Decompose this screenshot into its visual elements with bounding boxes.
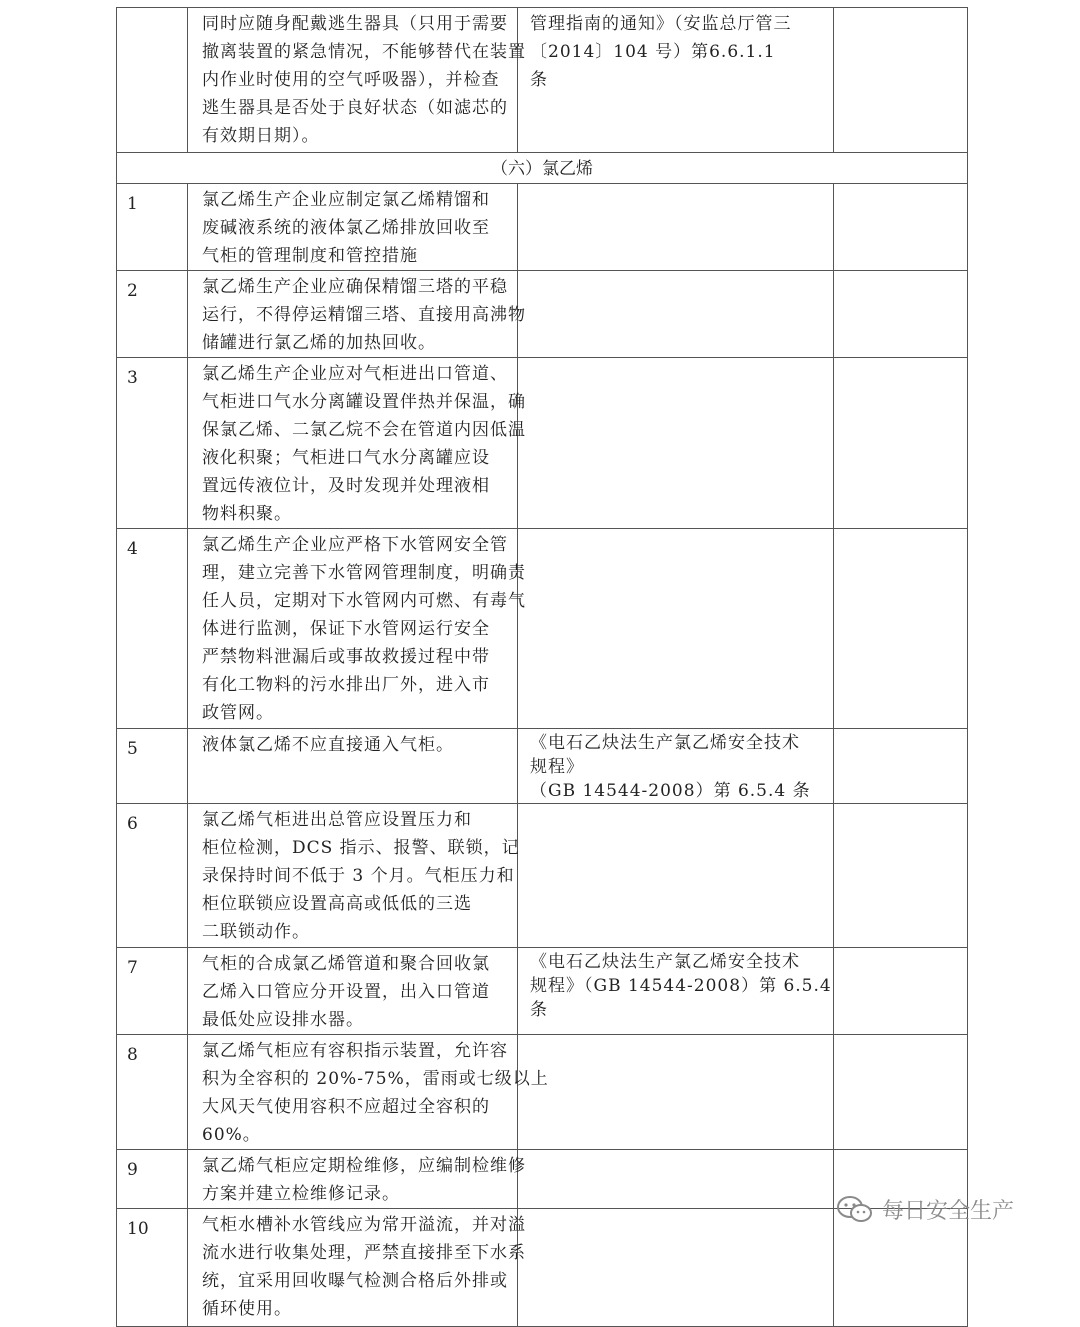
item-line: 流水进行收集处理，严禁直接排至下水系 xyxy=(202,1243,526,1263)
basis-line: 《电石乙炔法生产氯乙烯安全技术 xyxy=(530,733,800,753)
remark-cell xyxy=(834,358,968,529)
remark-cell xyxy=(834,948,968,1035)
item-line: 气柜的合成氯乙烯管道和聚合回收氯 xyxy=(202,954,490,974)
item-line: 氯乙烯生产企业应对气柜进出口管道、 xyxy=(202,364,508,384)
item-line: 60%。 xyxy=(202,1125,261,1145)
item-line: 柜位联锁应设置高高或低低的三选 xyxy=(202,894,472,914)
item-line: 最低处应设排水器。 xyxy=(202,1010,364,1030)
basis-cell xyxy=(518,1209,834,1327)
row-number: 9 xyxy=(117,1150,188,1209)
num-cell xyxy=(117,8,188,153)
basis-cell xyxy=(518,529,834,729)
row-number: 5 xyxy=(117,729,188,804)
section-title: （六）氯乙烯 xyxy=(117,153,968,184)
row-number: 10 xyxy=(117,1209,188,1327)
table-row xyxy=(117,529,968,729)
item-line: 体进行监测，保证下水管网运行安全 xyxy=(202,619,490,639)
item-line: 氯乙烯生产企业应确保精馏三塔的平稳 xyxy=(202,277,508,297)
item-line: 液化积聚；气柜进口气水分离罐应设 xyxy=(202,448,490,468)
remark-cell xyxy=(834,1209,968,1327)
remark-cell xyxy=(834,804,968,948)
basis-line: （GB 14544-2008）第 6.5.4 条 xyxy=(530,781,811,801)
item-line: 统，宜采用回收曝气检测合格后外排或 xyxy=(202,1271,508,1291)
item-cell: 同时应随身配戴逃生器具（只用于需要 撤离装置的紧急情况，不能够替代在装置 内作业时使用的空气呼吸器），并检查 逃生器具是否处于良好状态（如滤芯的 有效期日期）。 xyxy=(188,8,518,153)
item-line: 积为全容积的 20%-75%，雷雨或七级以上 xyxy=(202,1069,549,1089)
row-number: 6 xyxy=(117,804,188,948)
table-row xyxy=(117,948,968,1035)
table-row xyxy=(117,8,968,153)
item-line: 大风天气使用容积不应超过全容积的 xyxy=(202,1097,490,1117)
basis-cell xyxy=(518,729,834,804)
basis-cell xyxy=(518,948,834,1035)
row-number: 2 xyxy=(117,271,188,358)
basis-cell xyxy=(518,1035,834,1150)
item-line: 废碱液系统的液体氯乙烯排放回收至 xyxy=(202,218,490,238)
row-number: 3 xyxy=(117,358,188,529)
item-cell xyxy=(188,1209,526,1327)
item-line: 运行，不得停运精馏三塔、直接用高沸物 xyxy=(202,305,526,325)
item-line: 柜位检测，DCS 指示、报警、联锁，记 xyxy=(202,838,520,858)
item-line: 储罐进行氯乙烯的加热回收。 xyxy=(202,333,436,353)
row-number: 4 xyxy=(117,529,188,729)
row-number: 8 xyxy=(117,1035,188,1150)
item-cell xyxy=(188,358,526,529)
item-line: 政管网。 xyxy=(202,703,274,723)
safety-requirements-table xyxy=(116,7,968,1327)
table-row xyxy=(117,271,968,358)
item-line: 保氯乙烯、二氯乙烷不会在管道内因低温 xyxy=(202,420,526,440)
item-line: 氯乙烯生产企业应严格下水管网安全管 xyxy=(202,535,508,555)
table-row xyxy=(117,184,968,271)
item-line: 循环使用。 xyxy=(202,1299,292,1319)
item-line: 气柜进口气水分离罐设置伴热并保温，确 xyxy=(202,392,526,412)
basis-line: 条 xyxy=(530,1000,548,1020)
item-line: 有化工物料的污水排出厂外，进入市 xyxy=(202,675,490,695)
basis-cell: 管理指南的通知》（安监总厅管三 〔2014〕104 号）第6.6.1.1 条 xyxy=(518,8,834,153)
basis-line: 《电石乙炔法生产氯乙烯安全技术 xyxy=(530,952,800,972)
item-cell xyxy=(188,271,526,358)
item-line: 液体氯乙烯不应直接通入气柜。 xyxy=(202,735,454,755)
item-cell xyxy=(188,804,518,948)
basis-cell xyxy=(518,804,834,948)
wechat-icon xyxy=(836,1195,874,1225)
section-row xyxy=(117,153,968,184)
item-line: 严禁物料泄漏后或事故救援过程中带 xyxy=(202,647,490,667)
remark-cell xyxy=(834,271,968,358)
item-cell xyxy=(188,948,518,1035)
item-cell xyxy=(188,529,526,729)
item-cell xyxy=(188,184,518,271)
item-line: 氯乙烯气柜应定期检维修，应编制检维修 xyxy=(202,1156,526,1176)
item-line: 乙烯入口管应分开设置，出入口管道 xyxy=(202,982,490,1002)
item-line: 录保持时间不低于 3 个月。气柜压力和 xyxy=(202,866,515,886)
item-line: 置远传液位计，及时发现并处理液相 xyxy=(202,476,490,496)
row-number: 1 xyxy=(117,184,188,271)
basis-line: 规程》 xyxy=(530,757,584,777)
item-line: 理，建立完善下水管网管理制度，明确责 xyxy=(202,563,526,583)
item-line: 二联锁动作。 xyxy=(202,922,310,942)
item-line: 方案并建立检维修记录。 xyxy=(202,1184,400,1204)
row-number: 7 xyxy=(117,948,188,1035)
table-row xyxy=(117,804,968,948)
watermark xyxy=(836,1194,1014,1225)
basis-cell xyxy=(518,271,834,358)
table-row xyxy=(117,729,968,804)
item-cell xyxy=(188,1035,549,1150)
remark-cell xyxy=(834,1035,968,1150)
basis-cell xyxy=(518,1150,834,1209)
item-line: 气柜的管理制度和管控措施 xyxy=(202,246,418,266)
table-row xyxy=(117,1035,968,1150)
basis-cell xyxy=(518,358,834,529)
table-row xyxy=(117,1209,968,1327)
basis-line: 规程》（GB 14544-2008）第 6.5.4 xyxy=(530,976,832,996)
item-line: 气柜水槽补水管线应为常开溢流，并对溢 xyxy=(202,1215,526,1235)
remark-cell xyxy=(834,529,968,729)
remark-cell xyxy=(834,8,968,153)
item-cell xyxy=(188,729,518,804)
item-line: 氯乙烯气柜应有容积指示装置，允许容 xyxy=(202,1041,508,1061)
item-line: 任人员，定期对下水管网内可燃、有毒气 xyxy=(202,591,526,611)
item-line: 氯乙烯气柜进出总管应设置压力和 xyxy=(202,810,472,830)
item-cell xyxy=(188,1150,526,1209)
watermark-text: 每日安全生产 xyxy=(882,1199,1015,1224)
remark-cell xyxy=(834,184,968,271)
basis-cell xyxy=(518,184,834,271)
remark-cell xyxy=(834,729,968,804)
item-line: 氯乙烯生产企业应制定氯乙烯精馏和 xyxy=(202,190,490,210)
table-row xyxy=(117,358,968,529)
item-line: 物料积聚。 xyxy=(202,504,292,524)
